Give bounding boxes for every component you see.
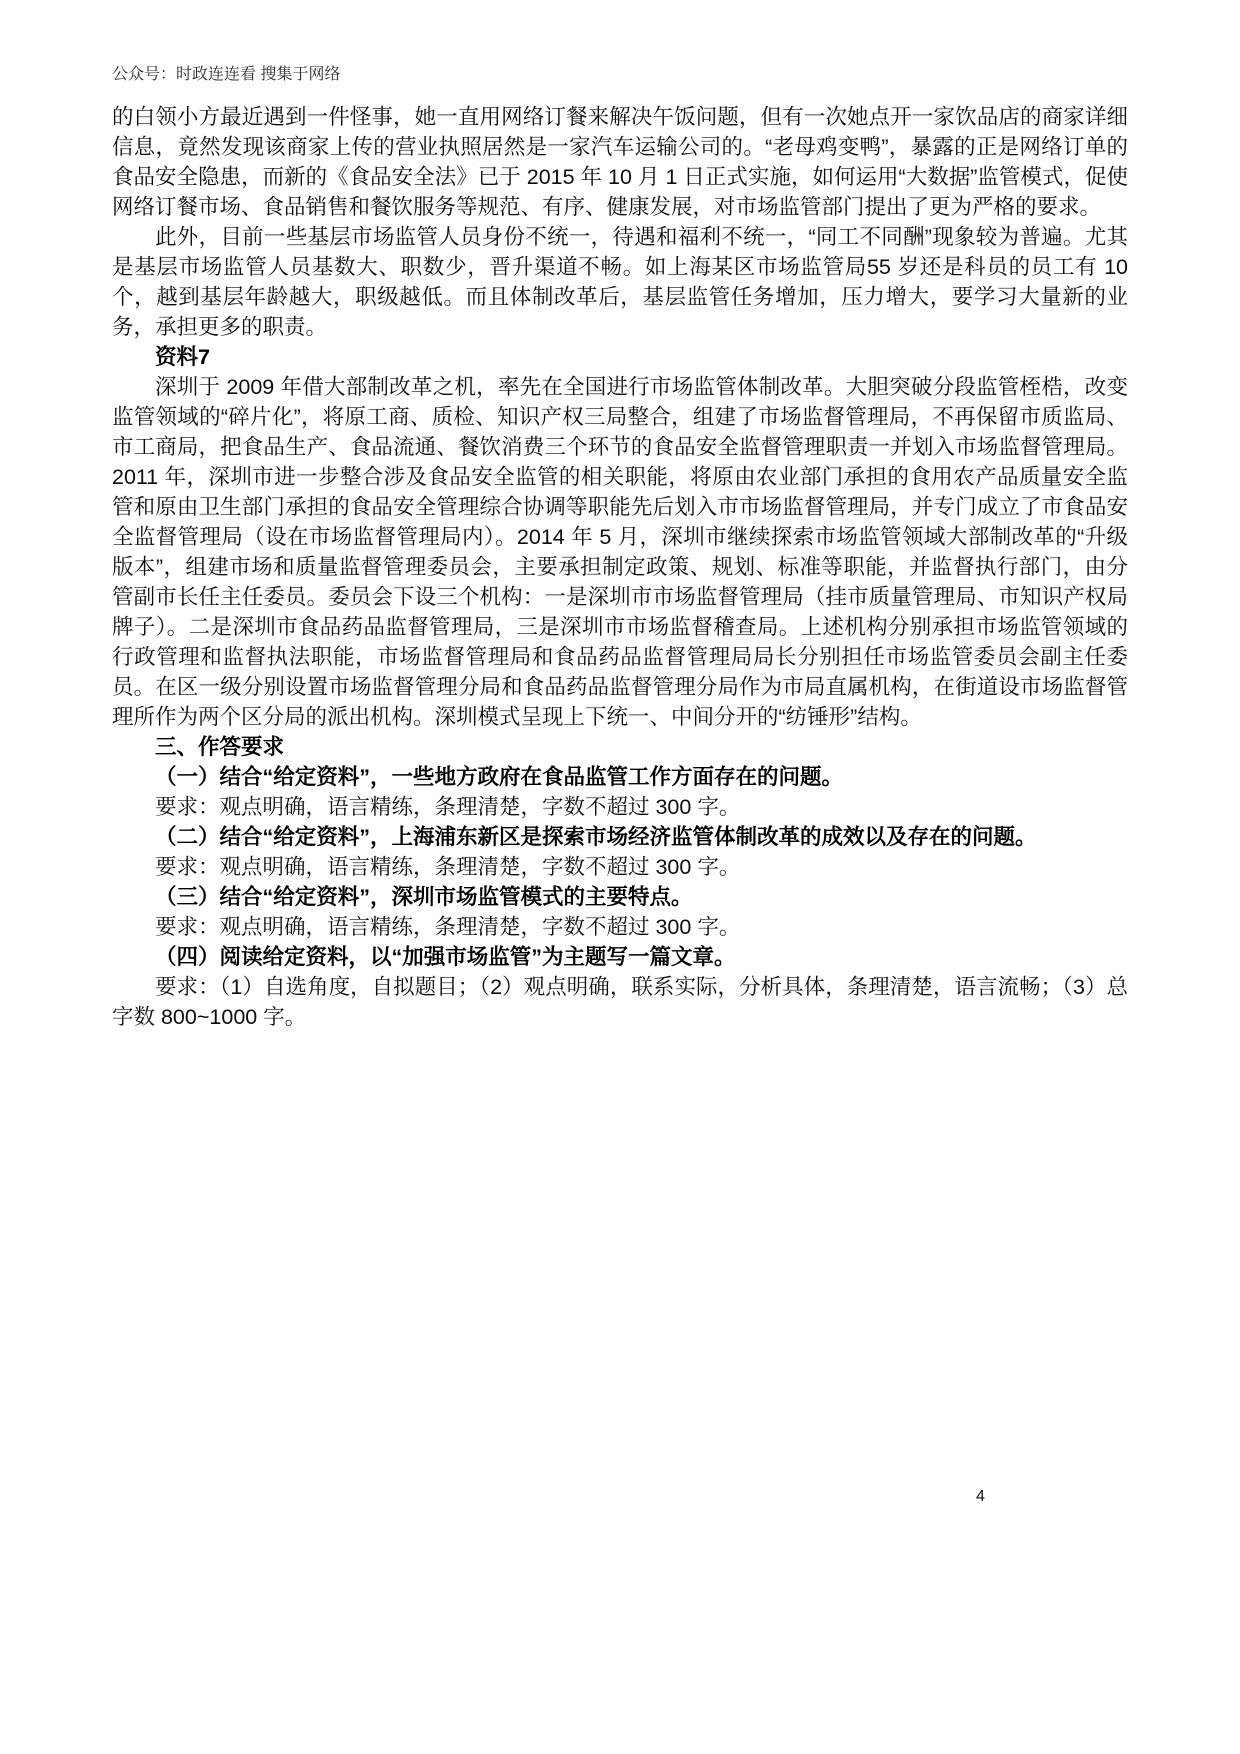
section-heading: 三、作答要求 [155, 735, 285, 759]
paragraph: 深圳于 2009 年借大部制改革之机，率先在全国进行市场监管体制改革。大胆突破分段监管桎梏，改变监管领域的“碎片化”，将原工商、质检、知识产权三局整合，组建了市场监督管理局，不再保留市质监局、市工商局，把食品生产、食品流通、餐饮消费三个环节的食品安全监督管理职责一并划入市场监督管理局。2011 年，深圳市进一步整合涉及食品安全监管的相关职能，将原由农业部门承担的食用农产品质量安全监管和原由卫生部门承担的食品安全管理综合协调等职能先后划入市市场监督管理局，并专门成立了市食品安全监督管理局（设在市场监督管理局内）。2014 年 5 月，深圳市继续探索市场监管领域大部制改革的“升级版本”，组建市场和质量监督管理委员会，主要承担制定政策、规划、标准等职能，并监督执行部门，由分管副市长任主任委员。委员会下设三个机构：一是深圳市市场监督管理局（挂市质量管理局、市知识产权局牌子）。二是深圳市食品药品监督管理局，三是深圳市市场监督稽查局。上述机构分别承担市场监管领域的行政管理和监督执法职能，市场监督管理局和食品药品监督管理局局长分别担任市场监管委员会副主任委员。在区一级分别设置市场监督管理分局和食品药品监督管理分局作为市局直属机构，在街道设市场监督管理所作为两个区分局的派出机构。深圳模式呈现上下统一、中间分开的“纺锤形”结构。 [112, 375, 1128, 729]
paragraph: 的白领小方最近遇到一件怪事，她一直用网络订餐来解决午饭问题，但有一次她点开一家饮品店的商家详细信息，竟然发现该商家上传的营业执照居然是一家汽车运输公司的。“老母鸡变鸭”，暴露的正是网络订单的食品安全隐患，而新的《食品安全法》已于 2015 年 10 月 1 日正式实施，如何运用“大数据”监管模式，促使网络订餐市场、食品销售和餐饮服务等规范、有序、健康发展，对市场监管部门提出了更为严格的要求。 [112, 105, 1128, 219]
requirement-text: 要求：观点明确，语言精练，条理清楚，字数不超过 300 字。 [155, 795, 741, 819]
requirement-text: 要求：观点明确，语言精练，条理清楚，字数不超过 300 字。 [155, 855, 741, 879]
requirement-text: 要求：（1）自选角度，自拟题目；（2）观点明确，联系实际，分析具体，条理清楚，语言流畅；（3）总字数 800~1000 字。 [112, 975, 1128, 1029]
page-header: 公众号：时政连连看 搜集于网络 [112, 66, 341, 83]
paragraph: 此外，目前一些基层市场监管人员身份不统一，待遇和福利不统一，“同工不同酬”现象较为普遍。尤其是基层市场监管人员基数大、职数少，晋升渠道不畅。如上海某区市场监管局55 岁还是科员的员工有 10 个，越到基层年龄越大，职级越低。而且体制改革后，基层监管任务增加，压力增大，要学习大量新的业务，承担更多的职责。 [112, 225, 1128, 339]
question-item: （二）结合“给定资料”，上海浦东新区是探索市场经济监管体制改革的成效以及存在的问题。 [155, 825, 1037, 849]
question-item: （三）结合“给定资料”，深圳市场监管模式的主要特点。 [155, 885, 693, 909]
section-heading: 资料7 [155, 345, 210, 369]
question-item: （四）阅读给定资料，以“加强市场监管”为主题写一篇文章。 [155, 945, 736, 969]
question-item: （一）结合“给定资料”，一些地方政府在食品监管工作方面存在的问题。 [155, 765, 844, 789]
requirement-text: 要求：观点明确，语言精练，条理清楚，字数不超过 300 字。 [155, 915, 741, 939]
page-number: 4 [976, 1488, 985, 1505]
